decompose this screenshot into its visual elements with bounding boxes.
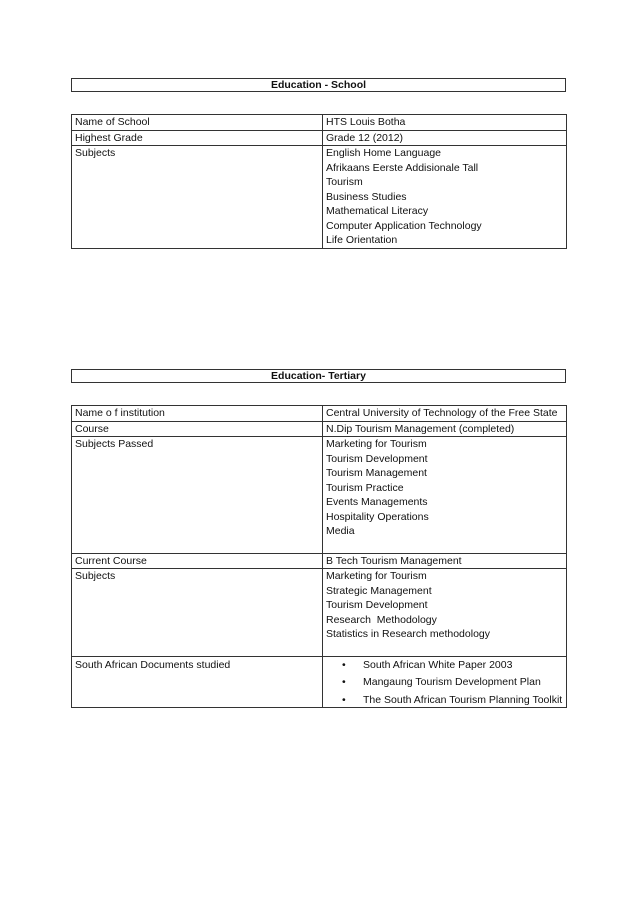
- list-item: Tourism Management: [326, 467, 427, 479]
- documents-bullet-list: [326, 658, 563, 708]
- list-item: Mathematical Literacy: [326, 205, 429, 217]
- list-item: Life Orientation: [326, 234, 398, 246]
- bullet-icon: •: [342, 658, 346, 671]
- highest-grade-value: Grade 12 (2012): [323, 130, 567, 146]
- table-row: [72, 115, 567, 131]
- current-course-value: B Tech Tourism Management: [323, 553, 567, 569]
- table-row: [72, 421, 567, 437]
- table-row: [72, 553, 567, 569]
- list-item: Tourism Development: [326, 452, 428, 465]
- school-name-label: Name of School: [72, 115, 323, 131]
- bullet-icon: •: [342, 693, 346, 706]
- list-item: Research Methodology: [326, 613, 437, 626]
- cell-spacer: [326, 539, 563, 553]
- documents-label: South African Documents studied: [72, 656, 323, 708]
- current-course-label: Current Course: [72, 553, 323, 569]
- list-item: Hospitality Operations: [326, 510, 429, 523]
- list-item: Media: [326, 525, 355, 537]
- institution-value: Central University of Technology of the Free State: [323, 406, 567, 422]
- tertiary-table: [71, 405, 567, 708]
- list-item: Marketing for Tourism: [326, 570, 427, 582]
- subjects-passed-label: Subjects Passed: [72, 437, 323, 554]
- table-row: [72, 146, 567, 249]
- list-item: Tourism Practice: [326, 481, 404, 494]
- table-row: [72, 569, 567, 657]
- course-label: Course: [72, 421, 323, 437]
- school-subjects-list: [323, 146, 567, 249]
- list-item: Marketing for Tourism: [326, 438, 427, 450]
- institution-label: Name o f institution: [72, 406, 323, 422]
- list-item: English Home Language: [326, 147, 441, 159]
- list-item: Computer Application Technology: [326, 219, 482, 232]
- document-title: South African White Paper 2003: [363, 658, 513, 671]
- list-item: Statistics in Research methodology: [326, 628, 490, 640]
- list-item: [326, 658, 563, 673]
- list-item: Tourism Development: [326, 599, 428, 611]
- current-subjects-list: [323, 569, 567, 657]
- current-subjects-label: Subjects: [72, 569, 323, 657]
- highest-grade-label: Highest Grade: [72, 130, 323, 146]
- table-row: [72, 437, 567, 554]
- list-item: Events Managements: [326, 496, 428, 508]
- tertiary-section-heading: Education- Tertiary: [71, 369, 566, 383]
- document-title: Mangaung Tourism Development Plan: [363, 676, 541, 688]
- list-item: [326, 693, 563, 708]
- list-item: Tourism: [326, 176, 363, 188]
- school-table: [71, 114, 567, 249]
- list-item: Business Studies: [326, 190, 407, 203]
- school-subjects-label: Subjects: [72, 146, 323, 249]
- cell-spacer: [326, 642, 563, 656]
- subjects-passed-list: [323, 437, 567, 554]
- school-name-value: HTS Louis Botha: [323, 115, 567, 131]
- list-item: Strategic Management: [326, 584, 432, 597]
- school-section-heading: Education - School: [71, 78, 566, 92]
- bullet-icon: •: [342, 676, 346, 688]
- documents-list-cell: [323, 656, 567, 708]
- table-row: [72, 656, 567, 708]
- table-row: [72, 130, 567, 146]
- course-value: N.Dip Tourism Management (completed): [323, 421, 567, 437]
- list-item: [326, 675, 563, 690]
- table-row: [72, 406, 567, 422]
- document-title: The South African Tourism Planning Toolkit: [363, 693, 563, 706]
- list-item: Afrikaans Eerste Addisionale Tall: [326, 161, 479, 174]
